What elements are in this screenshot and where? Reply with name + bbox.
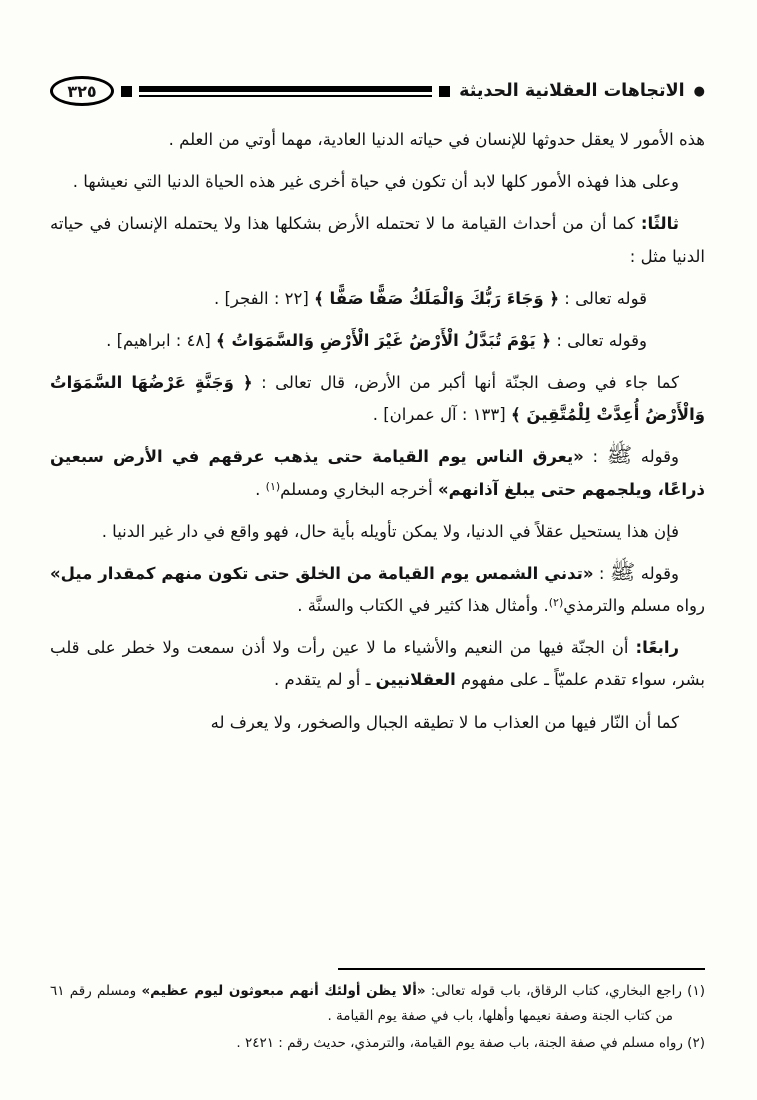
text-run: ﴿ وَجَاءَ رَبُّكَ وَالْمَلَكُ صَفًّا صَفًّا ﴾ — [314, 288, 560, 308]
text-run: ﷺ — [606, 443, 633, 468]
paragraph — [50, 367, 705, 431]
text-run: كما جاء في وصف الجنّة أنها أكبر من الأرض، قال تعالى : — [252, 373, 679, 393]
paragraph — [50, 283, 705, 315]
text-run: «يعرق الناس يوم القيامة حتى يذهب عرقهم في الأرض سبعين ذراعًا، ويلجمهم حتى يبلغ آذانهم» — [50, 447, 705, 499]
paragraph — [50, 124, 705, 156]
text-run: أخرجه البخاري ومسلم — [280, 479, 438, 499]
text-run: ومسلم رقم ٦١ من كتاب الجنة وصفة نعيمها وأهلها، باب في صفة يوم القيامة . — [50, 983, 673, 1025]
text-run: وعلى هذا فهذه الأمور كلها لابد أن تكون في حياة أخرى غير هذه الحياة الدنيا التي نعيشها . — [72, 172, 679, 192]
page-number-badge — [50, 76, 114, 106]
paragraph — [50, 558, 705, 622]
text-run: . وأمثال هذا كثير في الكتاب والسنَّة . — [297, 596, 549, 616]
body-text — [50, 124, 705, 968]
paragraph — [50, 208, 705, 272]
text-run: (١) — [265, 479, 281, 493]
text-run: : — [593, 563, 610, 583]
text-run: وقوله — [632, 447, 679, 467]
text-run: (٢) — [548, 596, 564, 610]
text-run: فإن هذا يستحيل عقلاً في الدنيا، ولا يمكن تأويله بأية حال، فهو واقع في دار غير الدنيا . — [101, 521, 679, 541]
footnote — [50, 1031, 705, 1056]
paragraph — [50, 632, 705, 696]
page-header — [50, 76, 705, 106]
text-run: رابعًا: — [635, 638, 679, 658]
text-run: كما أن من أحداث القيامة ما لا تحتمله الأرض بشكلها هذا ولا يحتمله الإنسان في حياته الدنيا مثل : — [50, 214, 705, 266]
text-run: «تدني الشمس يوم القيامة من الخلق حتى تكون منهم كمقدار ميل» — [50, 563, 594, 583]
text-run: «ألا يظن أولئك أنهم مبعوثون ليوم عظيم» — [141, 983, 426, 1000]
text-run: : — [583, 447, 607, 467]
rule-endcap-left — [121, 86, 132, 97]
text-run: أن الجنّة فيها من النعيم والأشياء ما لا عين رأت ولا أذن سمعت ولا خطر على قلب بشر، سواء تقدم علميّاً ـ على مفهوم — [50, 638, 705, 690]
text-run: ﴿ يَوْمَ تُبَدَّلُ الْأَرْضُ غَيْرَ الْأَرْضِ وَالسَّمَوَاتُ ﴾ — [216, 330, 552, 350]
text-run: العقلانيين — [375, 670, 456, 690]
footnote-divider — [338, 968, 705, 970]
text-run: وقوله تعالى : — [551, 330, 647, 350]
paragraph — [50, 325, 705, 357]
text-run: قوله تعالى : — [559, 288, 647, 308]
page-number: ٣٢٥ — [67, 81, 97, 101]
footnote — [50, 979, 705, 1029]
rule-endcap-right — [439, 86, 450, 97]
paragraph — [50, 707, 705, 739]
text-run: رواه مسلم في صفة الجنة، باب صفة يوم القيامة، والترمذي، حديث رقم : ٢٤٢١ . — [236, 1035, 683, 1052]
text-run: ﷺ — [609, 559, 636, 584]
text-run: هذه الأمور لا يعقل حدوثها للإنسان في حياته الدنيا العادية، مهما أوتي من العلم . — [168, 130, 705, 149]
bullet-icon: ● — [693, 83, 705, 99]
text-run: [٢٢ : الفجر] . — [213, 288, 315, 308]
footnote-number: (١) — [681, 983, 705, 1000]
text-run: ثالثًا: — [640, 214, 679, 234]
paragraph — [50, 441, 705, 505]
footnotes-section — [50, 968, 705, 1058]
footnotes-list — [50, 979, 705, 1056]
text-run: [٤٨ : ابراهيم] . — [106, 330, 217, 350]
paragraph — [50, 166, 705, 198]
text-run: كما أن النّار فيها من العذاب ما لا تطيقه الجبال والصخور، ولا يعرف له — [210, 712, 679, 732]
book-title: الاتجاهات العقلانية الحديثة — [459, 81, 685, 101]
text-run: ﴿ وَجَنَّةٍ عَرْضُهَا السَّمَوَاتُ وَالْأَرْضُ أُعِدَّتْ لِلْمُتَّقِينَ ﴾ — [50, 373, 705, 425]
text-run: رواه مسلم والترمذي — [563, 596, 705, 616]
paragraph — [50, 516, 705, 548]
text-run: [١٣٣ : آل عمران] . — [372, 405, 511, 425]
footnote-number: (٢) — [682, 1035, 705, 1052]
text-run: . — [255, 479, 266, 499]
text-run: ـ أو لم يتقدم . — [273, 670, 376, 690]
text-run: وقوله — [635, 563, 679, 583]
text-run: راجع البخاري، كتاب الرقاق، باب قوله تعالى: — [425, 983, 682, 1000]
header-rule — [139, 86, 432, 97]
